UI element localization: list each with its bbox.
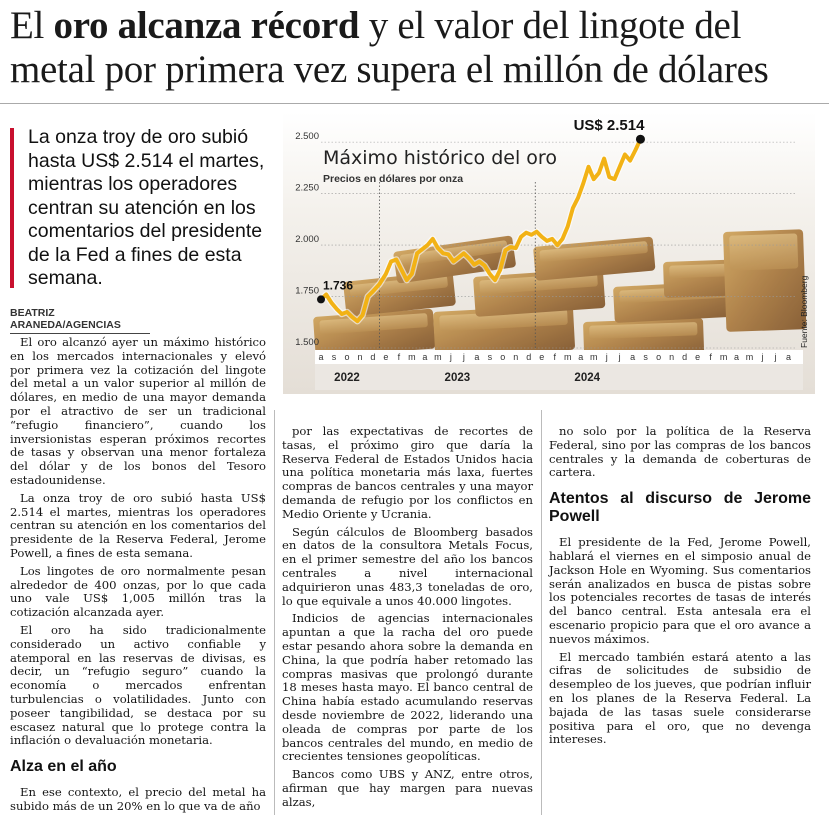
gold-bar-highlight [729, 233, 798, 270]
month-tick-label: a [474, 352, 480, 362]
month-tick-label: j [462, 352, 465, 362]
chart-source: Fuente: Bloomberg [799, 275, 809, 348]
start-point-marker [317, 295, 325, 303]
body-paragraph: La onza troy de oro subió hasta US$ 2.514 el martes, mientras los operadores centran su atención en los comentarios del presidente de la Reserva Federal, Jerome Powell, a fines de esta semana. [10, 490, 266, 560]
y-tick-label: 2.000 [295, 234, 319, 246]
body-paragraph: Los lingotes de oro normalmente pesan alrededor de 400 onzas, por lo que cada uno vale US$ 1,005 millón tras la cotización alcanzada ayer. [10, 563, 266, 620]
month-tick-label: j [449, 352, 452, 362]
month-tick-label: e [383, 352, 389, 362]
column-separator-2 [541, 410, 542, 815]
body-paragraph: no solo por la política de la Reserva Federal, sino por las compras de los bancos centrales y la demanda de coberturas de cartera. [549, 424, 811, 480]
month-tick-label: o [344, 352, 350, 362]
column-3 [549, 425, 811, 751]
month-tick-label: m [408, 352, 416, 362]
month-tick-label: n [357, 352, 363, 362]
body-paragraph: por las expectativas de recortes de tasas, el próximo giro que daría la Reserva Federal de Estados Unidos hacia una política monetaria más laxa, fuertes compras de bancos centrales y una mayor demanda de refugio por los conflictos en Medio Oriente y Ucrania. [282, 424, 533, 521]
body-paragraph: Indicios de agencias internacionales apuntan a que la racha del oro puede estar pesando ahora sobre la demanda en China, la que podría haber retomado las compras masivas que prolongó durante 18 meses hasta mayo. El banco central de China había estado acumulando reservas desde noviembre de 2022, liderando una oleada de compras por parte de los bancos centrales del mundo, en medio de crecientes tensiones geopolíticas. [282, 611, 533, 764]
body-paragraph: El presidente de la Fed, Jerome Powell, hablará el viernes en el simposio anual de Jackson Hole en Wyoming. Sus comentarios serán analizados en busca de pistas sobre los potenciales recortes de tasas de interés del banco central. Esta antesala era el escenario propicio para que el oro avance a nuevos máximos. [549, 535, 811, 646]
month-tick-label: o [500, 352, 506, 362]
month-tick-label: f [709, 352, 712, 362]
y-tick-label: 1.750 [295, 285, 319, 297]
month-tick-label: a [630, 352, 636, 362]
year-axis-strip [315, 364, 803, 390]
body-paragraph: Según cálculos de Bloomberg basados en datos de la consultora Metals Focus, en el primer semestre del año los bancos centrales a nivel internacional adquirieron unas 483,3 toneladas de oro, lo que equivale a unos 40.000 lingotes. [282, 524, 533, 608]
column-1 [10, 336, 266, 818]
month-tick-label: d [370, 352, 376, 362]
month-tick-label: a [318, 352, 324, 362]
year-label: 2024 [574, 372, 601, 384]
end-point-marker [636, 135, 645, 144]
month-tick-label: j [618, 352, 621, 362]
month-tick-label: d [526, 352, 532, 362]
body-paragraph: En ese contexto, el precio del metal ha subido más de un 20% en lo que va de año [10, 785, 266, 813]
month-tick-label: s [643, 352, 648, 362]
year-label: 2023 [444, 372, 471, 384]
month-tick-label: a [785, 352, 792, 362]
start-value-label: 1.736 [323, 278, 354, 293]
month-tick-label: a [734, 352, 740, 362]
month-tick-label: j [761, 352, 764, 362]
body-paragraph: Bancos como UBS y ANZ, entre otros, afirman que hay margen para nuevas alzas, [282, 767, 533, 809]
month-tick-label: j [605, 352, 608, 362]
gold-price-chart [283, 112, 815, 394]
end-value-label: US$ 2.514 [573, 117, 645, 134]
chart-svg [283, 112, 815, 394]
column-2 [282, 425, 533, 814]
month-tick-label: m [563, 352, 572, 362]
month-tick-label: m [589, 352, 598, 362]
month-tick-label: s [331, 352, 337, 362]
year-label: 2022 [334, 372, 360, 384]
month-tick-label: m [434, 352, 442, 362]
headline-post: y el valor del lingote del metal por primera vez supera el millón de dólares [10, 4, 769, 91]
month-tick-label: e [539, 352, 545, 362]
headline-pre: El [10, 4, 54, 47]
lead-accent-bar [10, 128, 14, 288]
body-paragraph: El mercado también estará atento a las cifras de solicitudes de subsidio de desempleo de los jueves, que podrían influir en los planes de la Reserva Federal. La bajada de las tasas suele considerarse positiva para el oro, que no devenga intereses. [549, 649, 811, 747]
month-tick-label: n [669, 352, 675, 362]
month-tick-label: d [682, 352, 688, 362]
section-heading: Atentos al discurso de Jerome Powell [549, 490, 811, 526]
month-tick-label: a [578, 352, 584, 362]
month-tick-label: e [695, 352, 701, 362]
headline-bold: oro alcanza récord [53, 4, 360, 47]
y-tick-label: 2.250 [295, 182, 319, 194]
month-tick-label: m [745, 352, 754, 362]
month-tick-label: f [397, 352, 401, 362]
month-tick-label: f [553, 352, 557, 362]
month-tick-label: m [719, 352, 728, 362]
headline [10, 4, 825, 92]
chart-title: Máximo histórico del oro [323, 147, 557, 169]
y-tick-label: 1.500 [295, 337, 319, 348]
month-tick-label: a [422, 352, 428, 362]
top-rule [0, 103, 829, 104]
body-paragraph: El oro ha sido tradicionalmente considerado un activo confiable y atemporal en las reservas de divisas, es decir, un “refugio seguro” cuando la economía o mercados enfrentan turbulencias o volatilidades. Junto con poseer tangibilidad, se destaca por su escasez natural que lo protege contra la inflación o devaluación monetaria. [10, 622, 266, 748]
month-tick-label: o [656, 352, 662, 362]
month-tick-label: s [487, 352, 493, 362]
month-tick-label: n [513, 352, 519, 362]
y-tick-label: 2.500 [295, 131, 319, 143]
column-separator-1 [274, 410, 275, 815]
section-heading: Alza en el año [10, 758, 117, 776]
month-tick-label: j [774, 352, 777, 362]
chart-subtitle: Precios en dólares por onza [323, 173, 464, 185]
lead-paragraph: La onza troy de oro subió hasta US$ 2.514 el martes, mientras los operadores centran su atención en los comentarios del presidente de la Fed a fines de esta semana. [28, 126, 265, 289]
byline: BEATRIZ ARANEDA/AGENCIAS [10, 307, 150, 334]
body-paragraph: El oro alcanzó ayer un máximo histórico en los mercados internacionales y elevó por primera vez la cotización del lingote del metal a un valor superior al millón de dólares, en medio de una mayor demanda por el atractivo de ser un tradicional “refugio financiero”, cuando los inversionistas esperan próximos recortes de tasas y observan una menor fortaleza del dólar y de los bonos del Tesoro estadounidense. [10, 335, 266, 487]
